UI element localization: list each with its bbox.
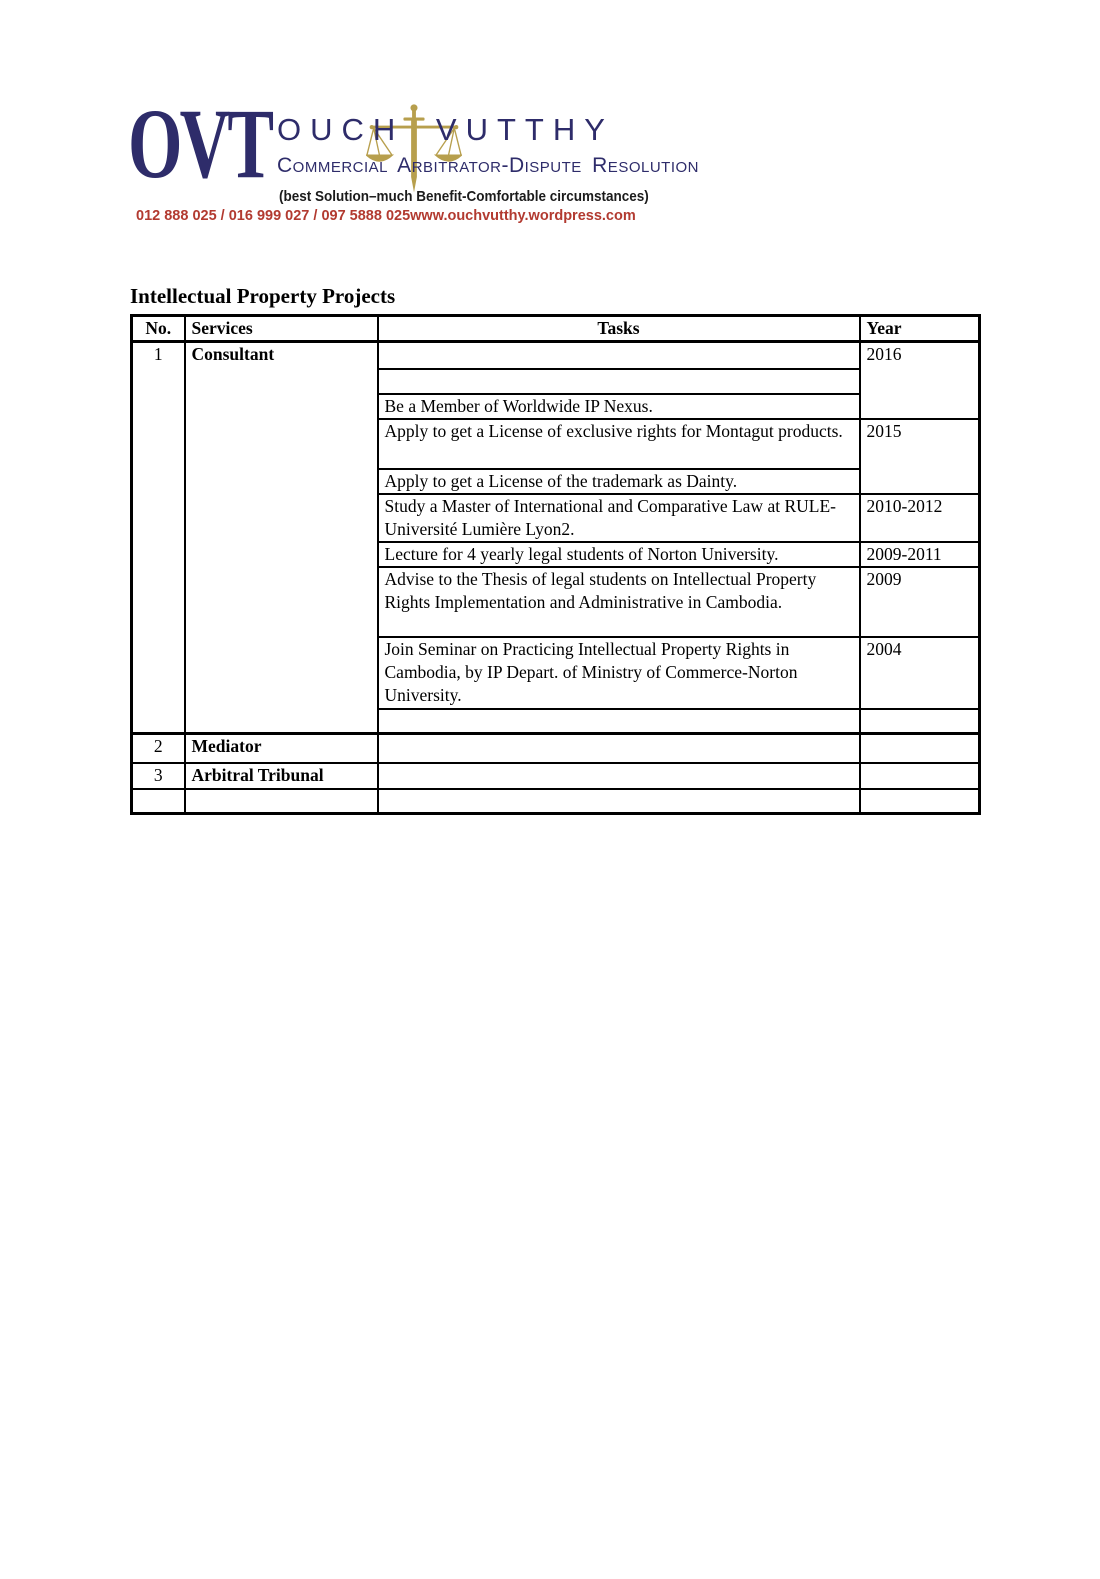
year-cell: [860, 734, 980, 763]
task-cell: [378, 789, 860, 814]
task-cell: [378, 734, 860, 763]
service-cell: Mediator: [185, 734, 378, 763]
task-cell: [378, 369, 860, 394]
task-cell: Advise to the Thesis of legal students on Intellectual Property Rights Implementation and Administrative in Cambodia.: [378, 567, 860, 637]
task-cell: Apply to get a License of exclusive rights for Montagut products.: [378, 419, 860, 469]
year-cell: 2010-2012: [860, 494, 980, 542]
logo-monogram: OVT: [128, 88, 272, 199]
table-row: [132, 734, 980, 763]
year-cell: 2016: [860, 342, 980, 419]
column-header-tasks: Tasks: [378, 316, 860, 342]
phone-numbers: 012 888 025 / 016 999 027 / 097 5888 025: [136, 208, 411, 224]
task-cell: [378, 709, 860, 734]
task-cell: Study a Master of International and Comparative Law at RULE-Université Lumière Lyon2.: [378, 494, 860, 542]
brand-subtitle: Commercial Arbitrator-Dispute Resolution: [277, 154, 699, 177]
task-cell: [378, 763, 860, 789]
brand-tagline: (best Solution–much Benefit-Comfortable circumstances): [279, 188, 649, 205]
year-cell: 2009-2011: [860, 542, 980, 567]
year-cell: [860, 709, 980, 734]
section-title: Intellectual Property Projects: [130, 284, 396, 308]
website-url: www.ouchvutthy.wordpress.com: [410, 208, 636, 224]
column-header-year: Year: [860, 316, 980, 342]
task-cell: Join Seminar on Practicing Intellectual Property Rights in Cambodia, by IP Depart. of Ministry of Commerce-Norton University.: [378, 637, 860, 709]
table-row: [132, 763, 980, 789]
year-cell: 2015: [860, 419, 980, 494]
brand-name: OUCH VUTTHY: [277, 112, 614, 147]
column-header-no: No.: [132, 316, 185, 342]
year-cell: [860, 789, 980, 814]
service-cell: Consultant: [185, 342, 378, 734]
task-cell: Apply to get a License of the trademark as Dainty.: [378, 469, 860, 494]
row-number-cell: [132, 789, 185, 814]
column-header-services: Services: [185, 316, 378, 342]
ip-projects-table: [130, 314, 981, 815]
year-cell: 2004: [860, 637, 980, 709]
row-number-cell: 2: [132, 734, 185, 763]
service-cell: Arbitral Tribunal: [185, 763, 378, 789]
year-cell: 2009: [860, 567, 980, 637]
task-cell: Lecture for 4 yearly legal students of Norton University.: [378, 542, 860, 567]
year-cell: [860, 763, 980, 789]
task-cell: [378, 342, 860, 369]
table-row: [132, 789, 980, 814]
table-row: [132, 342, 980, 369]
row-number-cell: 3: [132, 763, 185, 789]
service-cell: [185, 789, 378, 814]
task-cell: Be a Member of Worldwide IP Nexus.: [378, 394, 860, 419]
contact-row: [136, 208, 636, 224]
row-number-cell: 1: [132, 342, 185, 734]
table-header-row: [132, 316, 980, 342]
